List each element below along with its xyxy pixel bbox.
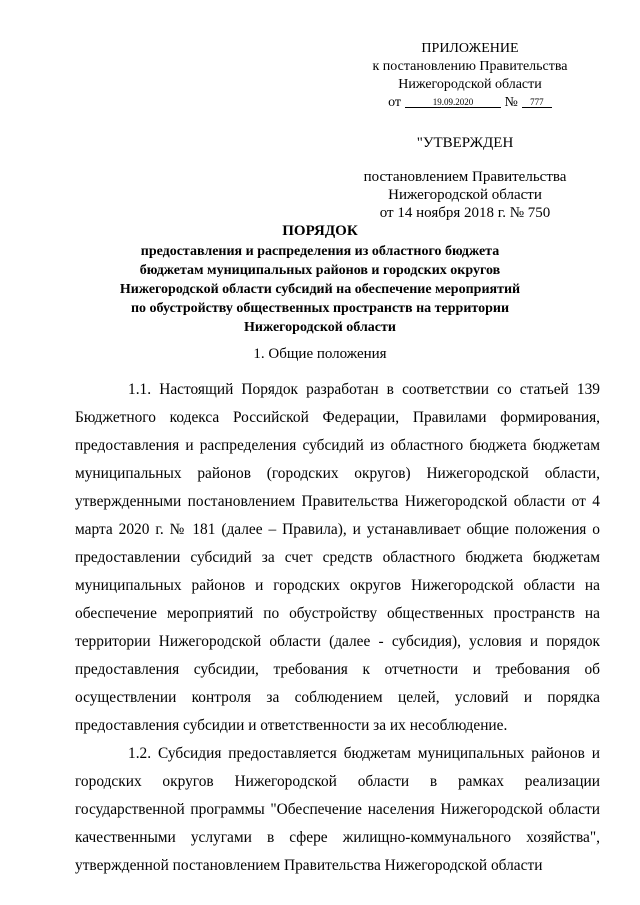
from-label: от <box>388 95 402 110</box>
section-heading: 1. Общие положения <box>253 346 387 362</box>
paragraph-1-1: 1.1. Настоящий Порядок разработан в соответствии со статьей 139 Бюджетного кодекса Российской Федерации, Правилами формирования, предоставления и распределения субсидий из областного бюджета бюджетам муниципальных районов (городских округов) Нижегородской области, утвержденными постановлением Правительства Нижегородской области от 4 марта 2020 г. № 181 (далее – Правила), и устанавливает общие положения о предоставлении субсидий за счет средств областного бюджета бюджетам муниципальных районов и городских округов Нижегородской области на обеспечение мероприятий по обустройству общественных пространств на территории Нижегородской области (далее - субсидия), условия и порядок предоставления субсидии, требования к отчетности и требования об осуществлении контроля за соблюдением целей, условий и порядка предоставления субсидии и ответственности за их несоблюдение. <box>75 381 600 734</box>
document-title <box>60 222 580 337</box>
decree-number: 777 <box>522 97 552 108</box>
appendix-block <box>340 40 600 112</box>
document-title-line-4: по обустройству общественных пространств на территории <box>130 301 510 316</box>
approved-line-3: от 14 ноября 2018 г. № 750 <box>379 205 551 221</box>
document-body <box>75 376 600 880</box>
appendix-line-1: к постановлению Правительства <box>372 59 568 74</box>
approved-title: "УТВЕРЖДЕН <box>416 135 514 151</box>
document-title-line-2: бюджетам муниципальных районов и городских округов <box>139 263 501 278</box>
appendix-date-row <box>340 94 600 112</box>
number-sign: № <box>504 95 518 110</box>
document-title-line-1: предоставления и распределения из областного бюджета <box>140 244 500 259</box>
document-title-line-5: Нижегородской области <box>244 320 396 335</box>
document-title-line-3: Нижегородской области субсидий на обеспечение мероприятий <box>119 282 521 297</box>
approved-line-1: постановлением Правительства <box>363 169 567 185</box>
appendix-line-2: Нижегородской области <box>398 77 542 92</box>
approved-line-2: Нижегородской области <box>388 187 542 203</box>
paragraph-1-2: 1.2. Субсидия предоставляется бюджетам муниципальных районов и городских округов Нижегородской области в рамках реализации государственной программы "Обеспечение населения Нижегородской области качественными услугами в сфере жилищно-коммунального хозяйства", утвержденной постановлением Правительства Нижегородской области <box>75 745 600 874</box>
approved-block <box>340 134 590 222</box>
appendix-title: ПРИЛОЖЕНИЕ <box>421 41 519 56</box>
document-title-main: ПОРЯДОК <box>282 223 358 239</box>
decree-date: 19.09.2020 <box>405 97 501 108</box>
